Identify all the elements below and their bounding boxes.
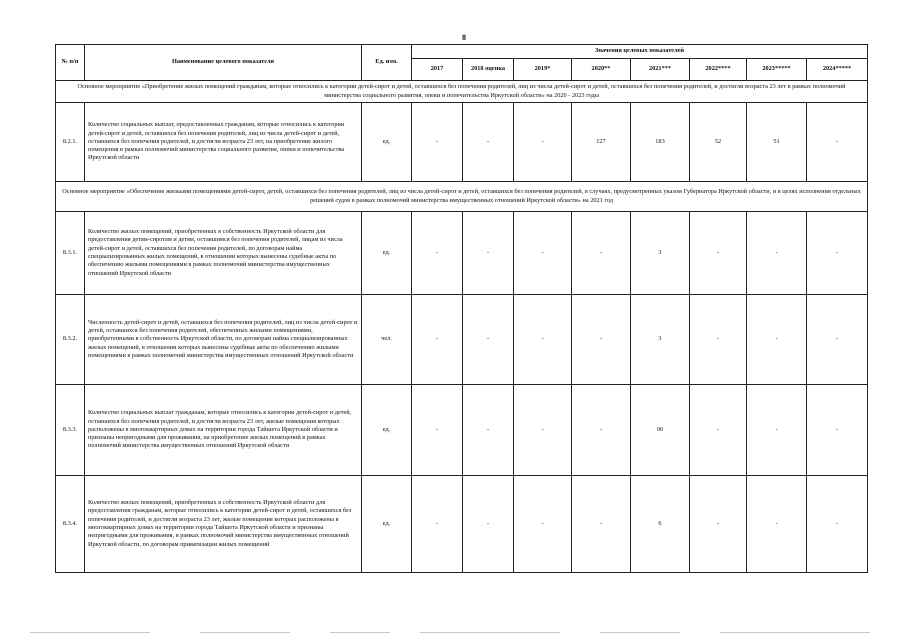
- indicator-value: -: [463, 212, 514, 295]
- table-row: [56, 385, 868, 476]
- unit-of-measure: ед.: [362, 212, 412, 295]
- indicator-name: Количество жилых помещений, приобретенных в собственность Иркутской области для предоставления гражданам, которые относились к категории детей-сирот и детей, оставшихся без попечения родителей, и достигли возраста 23 лет, жилые помещения которых расположены в многоквартирных домах на территории города Тайшета Иркутской области и признаны непригодными для проживания, в рамках полномочий министерства имущественных отношений Иркутской области, по договорам приватизации жилых помещений: [85, 476, 362, 573]
- table-row: [56, 103, 868, 182]
- row-number: 8.3.3.: [56, 385, 85, 476]
- indicator-value: -: [412, 103, 463, 182]
- indicator-value: -: [463, 476, 514, 573]
- table-row: [56, 295, 868, 385]
- header-year-2021: 2021***: [631, 59, 690, 81]
- row-number: 8.3.2.: [56, 295, 85, 385]
- header-values-title: Значения целевых показателей: [412, 45, 868, 59]
- indicator-value: -: [514, 385, 572, 476]
- scan-artifact-line: [0, 628, 905, 636]
- indicator-value: -: [690, 295, 747, 385]
- section-title: Основное мероприятие «Обеспечение жильыми помещениями детей-сирот, детей, оставшихся без попечения родителей, лиц из числа детей-сирот и детей, оставшихся без попечения родителей, в случаях, предусмотренных указом Губернатора Иркутской области, и в целях исполнения отдельных решений судов в рамках полномочий министерства имущественных отношений Иркутской области» на 2021 год: [56, 182, 868, 212]
- page-number: 8: [462, 33, 466, 42]
- table-row: [56, 212, 868, 295]
- header-year-2022: 2022****: [690, 59, 747, 81]
- indicator-value: -: [514, 476, 572, 573]
- row-number: 8.3.1.: [56, 212, 85, 295]
- header-unit: Ед. изм.: [362, 45, 412, 81]
- indicator-value: -: [690, 385, 747, 476]
- indicator-value: 3: [631, 212, 690, 295]
- indicator-value: -: [514, 212, 572, 295]
- indicator-value: 3: [631, 295, 690, 385]
- section-row: [56, 182, 868, 212]
- indicator-value: -: [807, 476, 868, 573]
- unit-of-measure: ед.: [362, 385, 412, 476]
- section-title: Основное мероприятие «Приобретение жилых помещений гражданам, которые относились к категории детей-сирот и детей, оставшихся без попечения родителей, лиц из числа детей-сирот и детей, оставшихся без попечения родителей, и достигли возраста 23 лет в рамках полномочий министерства социального развития, опеки и попечительства Иркутской области» на 2020 - 2023 годы: [56, 81, 868, 103]
- header-year-2017: 2017: [412, 59, 463, 81]
- header-year-2019: 2019*: [514, 59, 572, 81]
- indicator-name: Численность детей-сирот и детей, оставшихся без попечения родителей, лиц из числа детей-сирот и детей, оставшихся без попечения родителей, обеспеченных жилыми помещениями, приобретенными в собственность Иркутской области, по договорам найма специализированных жилых помещений, в отношении которых вынесены судебные акты по обеспечению жилыми помещениями в рамках полномочий министерства имущественных отношений Иркутской области: [85, 295, 362, 385]
- row-number: 8.2.1.: [56, 103, 85, 182]
- header-year-2018: 2018 оценка: [463, 59, 514, 81]
- indicator-value: 52: [690, 103, 747, 182]
- indicator-name: Количество социальных выплат гражданам, которые относились к категории детей-сирот и детей, оставшихся без попечения родителей, и достигли возраста 23 лет, жилые помещения которых расположены в многоквартирных домах на территории города Тайшета Иркутской области и признаны непригодными для проживания, на приобретение жилых помещений в рамках полномочий министерства имущественных отношений Иркутской области: [85, 385, 362, 476]
- indicator-value: 183: [631, 103, 690, 182]
- indicator-value: -: [572, 295, 631, 385]
- indicator-value: -: [747, 385, 807, 476]
- indicator-value: -: [690, 212, 747, 295]
- indicator-value: -: [463, 103, 514, 182]
- indicator-value: -: [514, 295, 572, 385]
- header-row-top: [56, 45, 868, 59]
- unit-of-measure: ед.: [362, 103, 412, 182]
- indicator-value: -: [514, 103, 572, 182]
- target-indicators-table: [55, 44, 868, 573]
- indicator-value: 51: [747, 103, 807, 182]
- row-number: 8.3.4.: [56, 476, 85, 573]
- unit-of-measure: ед.: [362, 476, 412, 573]
- indicator-value: -: [572, 476, 631, 573]
- table-row: [56, 476, 868, 573]
- indicator-value: -: [412, 476, 463, 573]
- header-year-2024: 2024*****: [807, 59, 868, 81]
- unit-of-measure: чел.: [362, 295, 412, 385]
- indicator-value: -: [807, 295, 868, 385]
- indicator-value: -: [412, 212, 463, 295]
- indicator-name: Количество социальных выплат, предоставленных гражданам, которые относились к категории детей-сирот и детей, оставшихся без попечения родителей, лиц из числа детей-сирот и детей, оставшихся без попечения родителей, и достигли возраста 23 лет, на приобретение жилого помещения в рамках полномочий министерства социального развития, опеки и попечительства Иркутской области: [85, 103, 362, 182]
- indicator-value: -: [572, 385, 631, 476]
- indicator-value: -: [412, 295, 463, 385]
- indicator-value: -: [690, 476, 747, 573]
- indicator-value: -: [463, 295, 514, 385]
- header-num: № п/п: [56, 45, 85, 81]
- header-year-2023: 2023*****: [747, 59, 807, 81]
- indicator-value: -: [807, 385, 868, 476]
- indicator-name: Количество жилых помещений, приобретенных в собственность Иркутской области для предоставления детям-сиротам и детям, оставшимся без попечения родителей, лицам из числа детей-сирот и детей, оставшихся без попечения родителей, по договорам найма специализированных жилых помещений, в отношении которых вынесены судебные акты по обеспечению жилыми помещениями в рамках полномочий министерства имущественных отношений Иркутской области: [85, 212, 362, 295]
- indicator-value: 6: [631, 476, 690, 573]
- indicator-value: 90: [631, 385, 690, 476]
- section-row: [56, 81, 868, 103]
- header-name: Наименование целевого показателя: [85, 45, 362, 81]
- indicator-value: 127: [572, 103, 631, 182]
- indicator-value: -: [747, 295, 807, 385]
- header-year-2020: 2020**: [572, 59, 631, 81]
- indicator-value: -: [747, 476, 807, 573]
- indicator-value: -: [412, 385, 463, 476]
- indicator-value: -: [807, 103, 868, 182]
- indicator-value: -: [807, 212, 868, 295]
- indicator-value: -: [463, 385, 514, 476]
- indicator-value: -: [747, 212, 807, 295]
- indicator-value: -: [572, 212, 631, 295]
